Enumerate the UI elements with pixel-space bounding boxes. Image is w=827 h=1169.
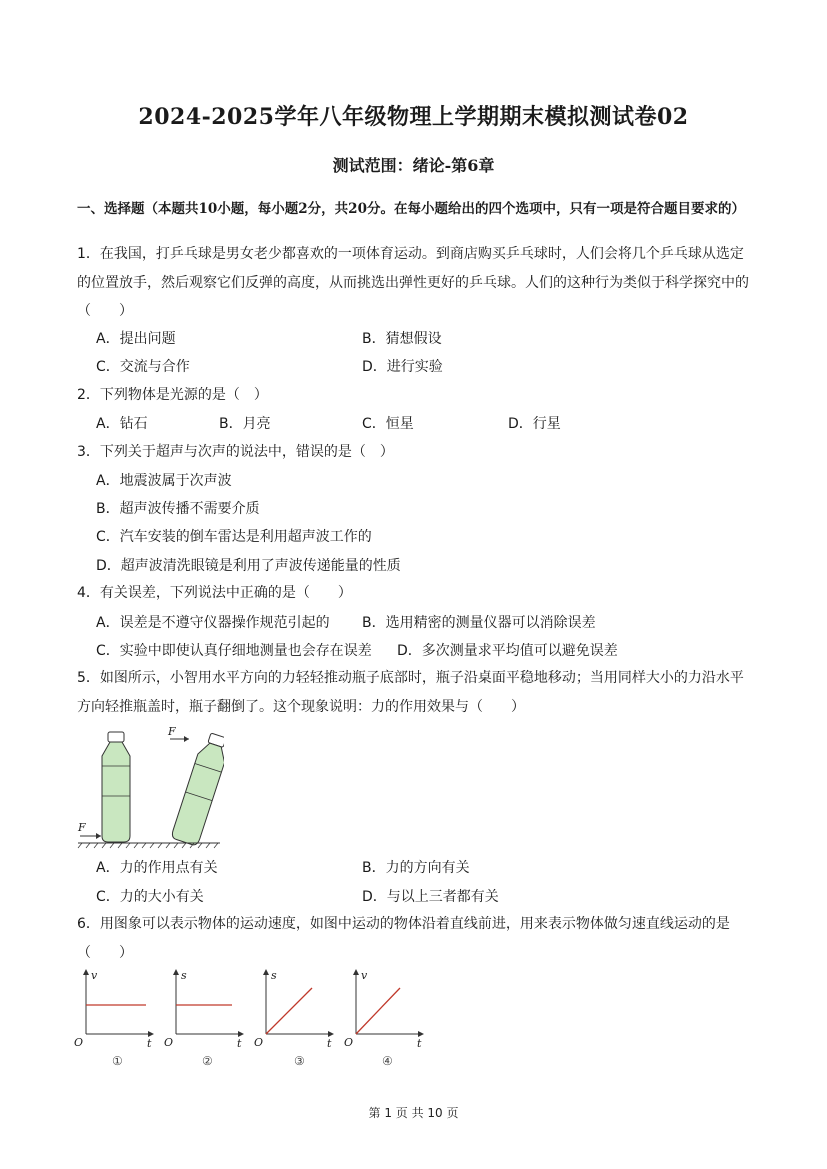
graph-2-origin: O [164, 1036, 174, 1049]
question-3-option-b: B．超声波传播不需要介质 [96, 501, 260, 517]
question-5-stem: 5．如图所示，小智用水平方向的力轻轻推动瓶子底部时，瓶子沿桌面平稳地移动；当用同样大小的力沿水平方向轻推瓶盖时，瓶子翻倒了。这个现象说明：力的作用效果与（ ） [77, 670, 744, 715]
graph-4-origin: O [344, 1036, 354, 1049]
question-4-option-c: C．实验中即使认真仔细地测量也会存在误差 [96, 643, 372, 659]
graph-3 [250, 967, 340, 1072]
question-1-option-a: A．提出问题 [96, 331, 176, 347]
force-label-bottom: F [78, 821, 86, 834]
graph-4-x-label: t [417, 1037, 422, 1050]
graph-1-y-label: v [91, 969, 98, 982]
question-1-option-b: B．猜想假设 [362, 331, 442, 347]
question-4-option-b: B．选用精密的测量仪器可以消除误差 [362, 615, 596, 631]
graph-3-x-label: t [327, 1037, 332, 1050]
graph-1-origin: O [74, 1036, 84, 1049]
question-5-option-d: D．与以上三者都有关 [362, 889, 499, 905]
force-arrow-top [167, 725, 189, 742]
question-1-option-c: C．交流与合作 [96, 359, 190, 375]
graph-4-y-label: v [361, 969, 368, 982]
question-2-option-c: C．恒星 [362, 416, 414, 432]
force-label-top: F [168, 725, 176, 738]
question-1-option-d: D．进行实验 [362, 359, 443, 375]
graph-3-caption: ③ [294, 1054, 305, 1068]
question-5-option-c: C．力的大小有关 [96, 889, 204, 905]
question-2-option-b: B．月亮 [219, 416, 271, 432]
question-3-option-c: C．汽车安装的倒车雷达是利用超声波工作的 [96, 529, 372, 545]
question-2-option-a: A．钻石 [96, 416, 148, 432]
graph-1-caption: ① [112, 1054, 123, 1068]
graph-4 [340, 967, 430, 1072]
graph-3-y-label: s [271, 969, 277, 982]
page-footer: 第 1 页 共 10 页 [368, 1106, 459, 1120]
question-5-option-a: A．力的作用点有关 [96, 860, 218, 876]
question-3-option-d: D．超声波清洗眼镜是利用了声波传递能量的性质 [96, 558, 401, 574]
question-3-stem: 3．下列关于超声与次声的说法中，错误的是（ ） [77, 444, 394, 460]
graph-3-origin: O [254, 1036, 264, 1049]
graph-2-caption: ② [202, 1054, 213, 1068]
table-surface [78, 843, 220, 848]
question-4-option-a: A．误差是不遵守仪器操作规范引起的 [96, 615, 330, 631]
question-4-option-d: D．多次测量求平均值可以避免误差 [397, 643, 618, 659]
graph-1 [70, 967, 160, 1072]
bottle-figure [74, 724, 224, 849]
force-arrow-bottom [77, 821, 101, 839]
section-heading: 一、选择题（本题共10小题，每小题2分，共20分。在每小题给出的四个选项中，只有一项是符合题目要求的） [77, 201, 745, 217]
page-title: 2024-2025学年八年级物理上学期期末模拟测试卷02 [138, 104, 689, 130]
question-3-option-a: A．地震波属于次声波 [96, 473, 232, 489]
question-4-stem: 4．有关误差，下列说法中正确的是（ ） [77, 585, 352, 601]
question-2-stem: 2．下列物体是光源的是（ ） [77, 387, 268, 403]
graph-2-x-label: t [237, 1037, 242, 1050]
question-5-option-b: B．力的方向有关 [362, 860, 470, 876]
upright-bottle [102, 732, 130, 842]
tilted-bottle [171, 731, 224, 846]
test-scope: 测试范围：绪论-第6章 [332, 156, 495, 175]
graph-2-y-label: s [181, 969, 187, 982]
graph-4-caption: ④ [382, 1054, 393, 1068]
question-6-stem: 6．用图象可以表示物体的运动速度，如图中运动的物体沿着直线前进，用来表示物体做匀速直线运动的是（ ） [77, 916, 730, 961]
question-2-option-d: D．行星 [508, 416, 561, 432]
graph-1-x-label: t [147, 1037, 152, 1050]
graph-2 [160, 967, 250, 1072]
question-1-stem: 1．在我国，打乒乓球是男女老少都喜欢的一项体育运动。到商店购买乒乓球时，人们会将几个乒乓球从选定的位置放手，然后观察它们反弹的高度，从而挑选出弹性更好的乒乓球。人们的这种行为类似于科学探究中的（ ） [77, 246, 749, 319]
